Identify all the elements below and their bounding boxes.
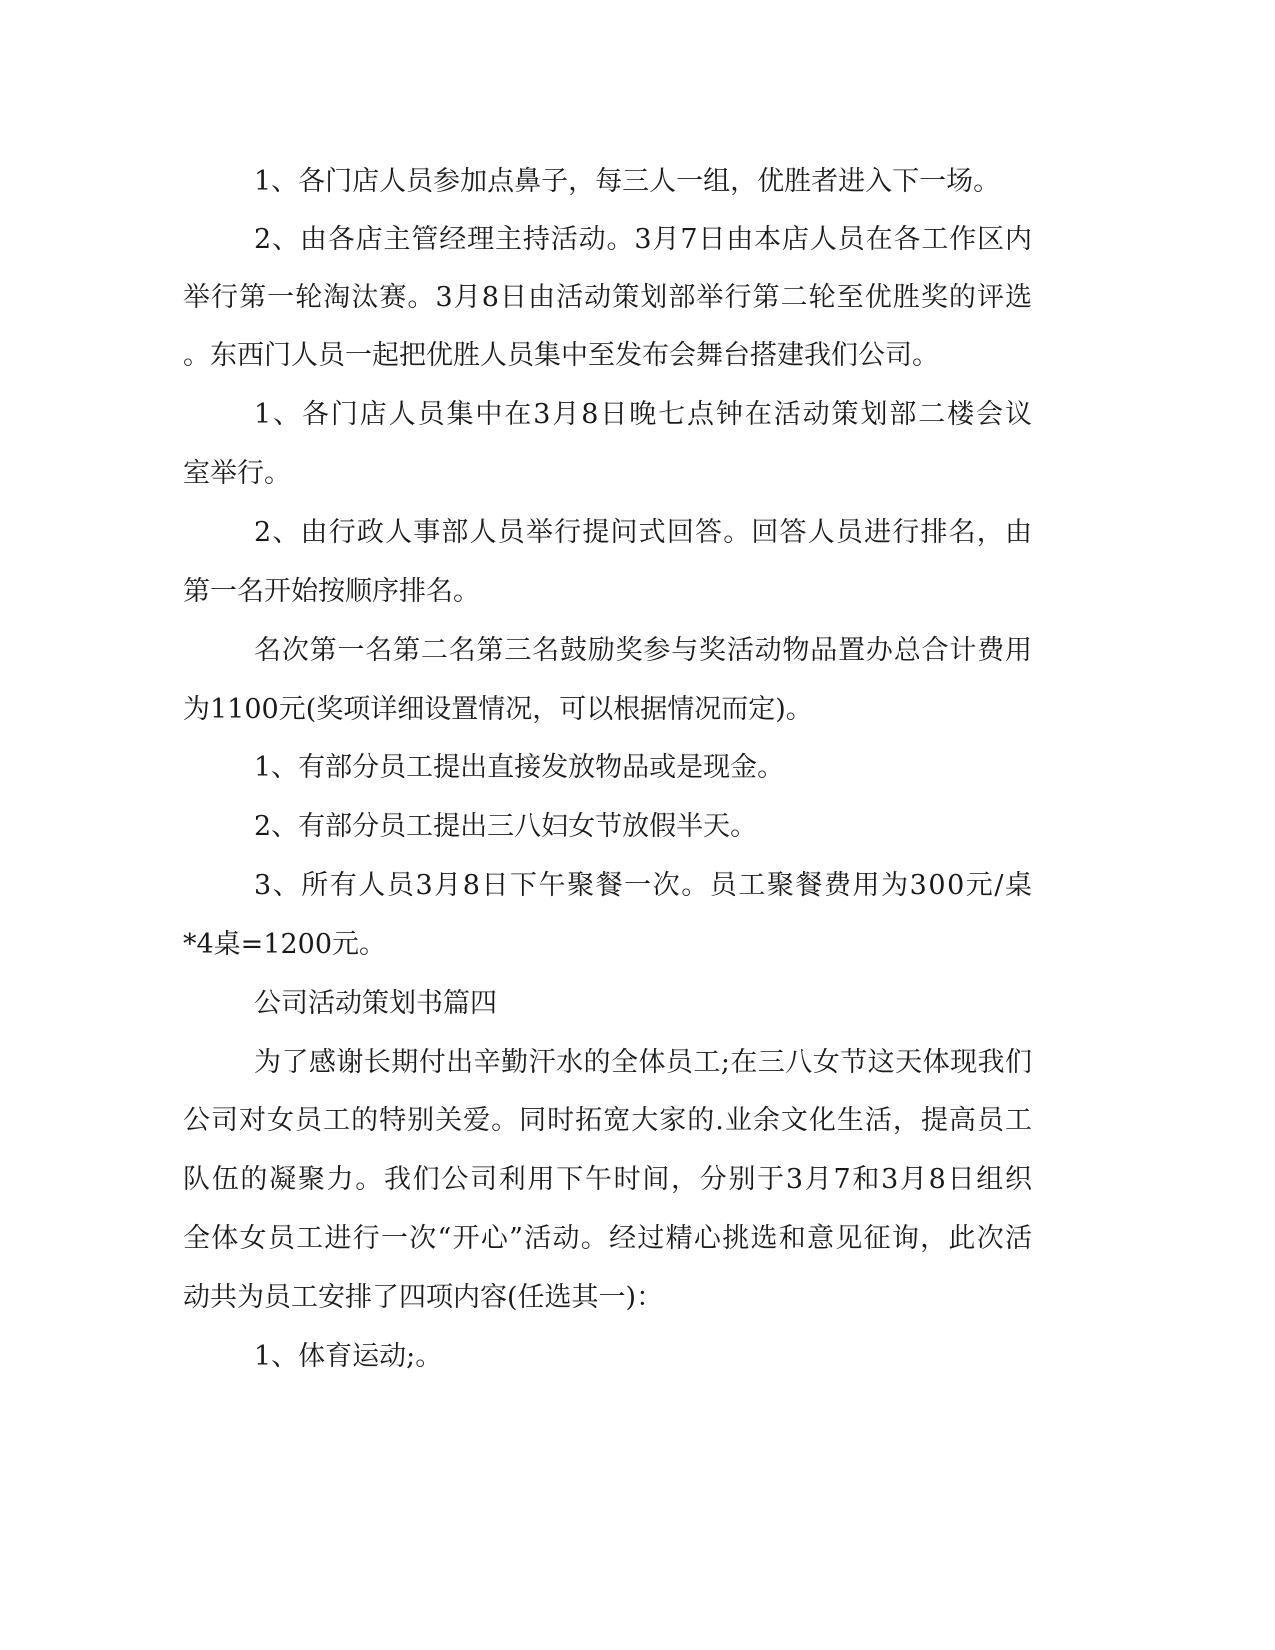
body-line-3	[0, 278, 1275, 318]
line-text: 2、有部分员工提出三八妇女节放假半天。	[254, 811, 758, 842]
body-line-8	[0, 572, 1275, 612]
body-line-12	[0, 807, 1275, 847]
line-text: 1、体育运动;。	[254, 1341, 443, 1372]
body-line-18	[0, 1160, 1275, 1200]
body-line-5	[0, 395, 1275, 435]
body-line-10	[0, 690, 1275, 730]
body-line-20	[0, 1278, 1275, 1318]
body-line-13	[0, 866, 1275, 906]
body-line-2	[0, 220, 1275, 260]
line-text: 第一名开始按顺序排名。	[183, 576, 480, 607]
body-line-16	[0, 1043, 1275, 1083]
line-text: 为1100元(奖项详细设置情况，可以根据情况而定)。	[183, 694, 813, 725]
body-line-21	[0, 1337, 1275, 1377]
line-text: 3、所有人员3月8日下午聚餐一次。员工聚餐费用为300元/桌	[254, 870, 1034, 901]
line-text: 1、有部分员工提出直接发放物品或是现金。	[254, 752, 785, 783]
body-line-9	[0, 631, 1275, 671]
line-text: 1、各门店人员集中在3月8日晚七点钟在活动策划部二楼会议	[254, 399, 1034, 430]
line-text: 举行第一轮淘汰赛。3月8日由活动策划部举行第二轮至优胜奖的评选	[183, 282, 1034, 313]
line-text: 1、各门店人员参加点鼻子，每三人一组，优胜者进入下一场。	[254, 166, 1001, 197]
body-line-6	[0, 454, 1275, 494]
line-text: *4桌=1200元。	[183, 929, 387, 960]
line-text: 名次第一名第二名第三名鼓励奖参与奖活动物品置办总合计费用	[254, 635, 1033, 666]
body-line-19	[0, 1219, 1275, 1259]
line-text: 为了感谢长期付出辛勤汗水的全体员工;在三八女节这天体现我们	[254, 1047, 1033, 1078]
body-line-17	[0, 1101, 1275, 1141]
body-line-7	[0, 513, 1275, 553]
line-text: 。东西门人员一起把优胜人员集中至发布会舞台搭建我们公司。	[183, 340, 939, 371]
body-line-1	[0, 162, 1275, 202]
section-heading-text: 公司活动策划书篇四	[254, 988, 497, 1019]
body-line-14	[0, 925, 1275, 965]
line-text: 公司对女员工的特别关爱。同时拓宽大家的.业余文化生活，提高员工	[183, 1105, 1034, 1136]
body-line-11	[0, 748, 1275, 788]
line-text: 队伍的凝聚力。我们公司利用下午时间，分别于3月7和3月8日组织	[183, 1164, 1034, 1195]
body-line-4	[0, 336, 1275, 376]
line-text: 动共为员工安排了四项内容(任选其一)：	[183, 1282, 664, 1313]
line-text: 全体女员工进行一次“开心”活动。经过精心挑选和意见征询，此次活	[183, 1223, 1034, 1254]
line-text: 2、由各店主管经理主持活动。3月7日由本店人员在各工作区内	[254, 224, 1033, 255]
line-text: 室举行。	[183, 458, 291, 489]
section-heading	[0, 984, 1275, 1024]
line-text: 2、由行政人事部人员举行提问式回答。回答人员进行排名，由	[254, 517, 1034, 548]
